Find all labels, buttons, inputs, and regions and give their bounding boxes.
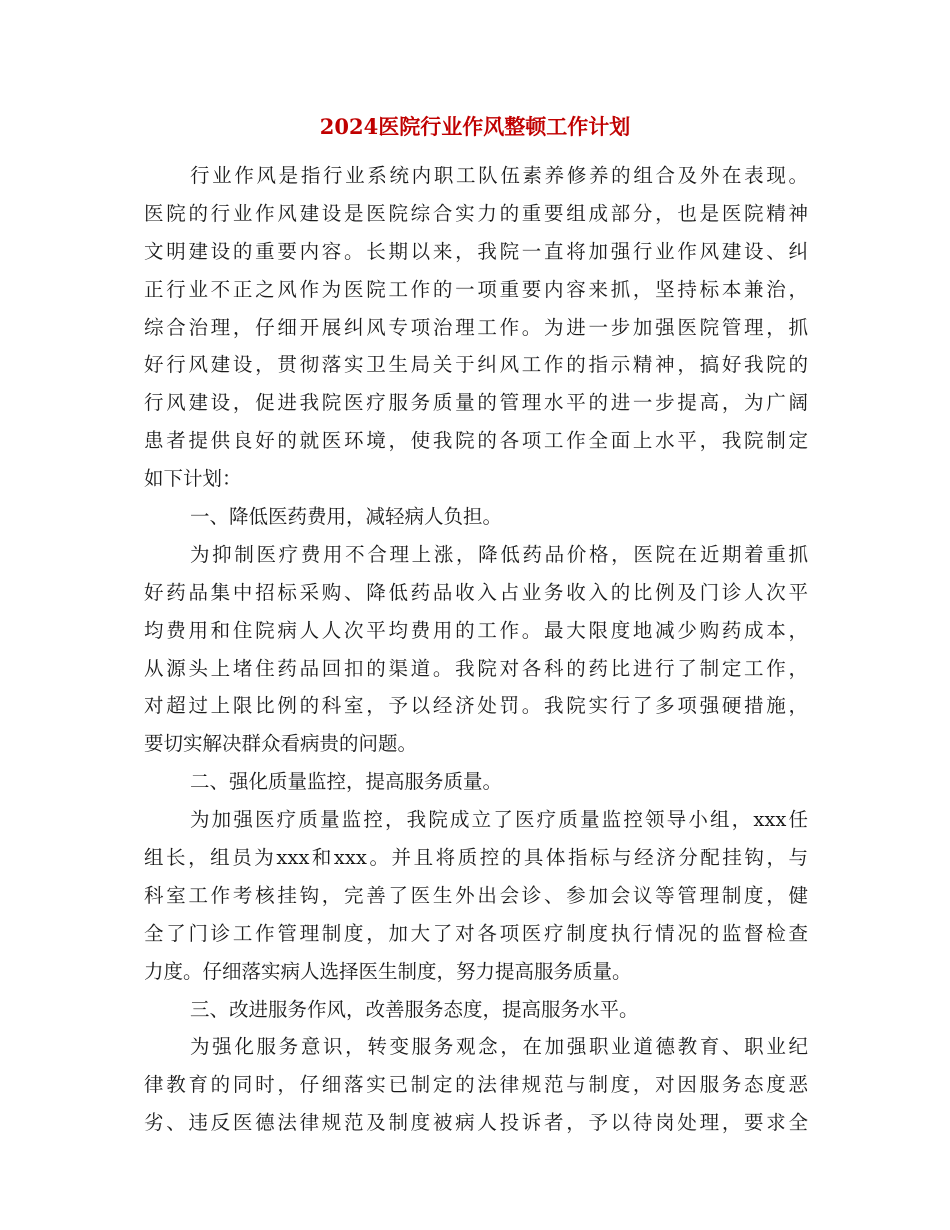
text-line: 医院的行业作风建设是医院综合实力的重要组成部分，也是医院精神	[144, 201, 808, 225]
text-line: 劣、违反医德法律规范及制度被病人投诉者，予以待岗处理，要求全	[144, 1111, 808, 1135]
text-line: 综合治理，仔细开展纠风专项治理工作。为进一步加强医院管理，抓	[144, 315, 808, 339]
section-heading: 一、降低医药费用，减轻病人负担。	[190, 505, 503, 529]
text-line: 律教育的同时，仔细落实已制定的法律规范与制度，对因服务态度恶	[144, 1073, 808, 1097]
text-line: 从源头上堵住药品回扣的渠道。我院对各科的药比进行了制定工作，	[144, 656, 808, 680]
text-line: 如下计划：	[144, 467, 242, 491]
text-line: 好药品集中招标采购、降低药品收入占业务收入的比例及门诊人次平	[144, 580, 808, 604]
text-line: 为抑制医疗费用不合理上涨，降低药品价格，医院在近期着重抓	[190, 542, 808, 566]
text-line: 对超过上限比例的科室，予以经济处罚。我院实行了多项强硬措施，	[144, 694, 808, 718]
text-line: 力度。仔细落实病人选择医生制度，努力提高服务质量。	[144, 959, 632, 983]
text-line: 为强化服务意识，转变服务观念，在加强职业道德教育、职业纪	[190, 1035, 808, 1059]
document-body	[144, 157, 808, 1142]
text-line: 行风建设，促进我院医疗服务质量的管理水平的进一步提高，为广阔	[144, 391, 808, 415]
text-line: 文明建设的重要内容。长期以来，我院一直将加强行业作风建设、纠	[144, 239, 808, 263]
text-line: 好行风建设，贯彻落实卫生局关于纠风工作的指示精神，搞好我院的	[144, 353, 808, 377]
text-line: 正行业不正之风作为医院工作的一项重要内容来抓，坚持标本兼治，	[144, 277, 808, 301]
text-line: 组长，组员为xxx和xxx。并且将质控的具体指标与经济分配挂钩，与	[144, 846, 808, 870]
text-line: 行业作风是指行业系统内职工队伍素养修养的组合及外在表现。	[190, 164, 808, 187]
document-title: 2024医院行业作风整顿工作计划	[319, 114, 631, 139]
text-line: 患者提供良好的就医环境，使我院的各项工作全面上水平，我院制定	[144, 429, 808, 453]
text-line: 全了门诊工作管理制度，加大了对各项医疗制度执行情况的监督检查	[144, 921, 808, 945]
text-line: 为加强医疗质量监控，我院成立了医疗质量监控领导小组，xxx任	[190, 808, 808, 832]
section-heading: 三、改进服务作风，改善服务态度，提高服务水平。	[190, 997, 639, 1021]
text-line: 要切实解决群众看病贵的问题。	[144, 732, 418, 756]
section-heading: 二、强化质量监控，提高服务质量。	[190, 770, 503, 794]
text-line: 科室工作考核挂钩，完善了医生外出会诊、参加会议等管理制度，健	[144, 883, 808, 907]
text-line: 均费用和住院病人人次平均费用的工作。最大限度地减少购药成本，	[144, 618, 808, 642]
